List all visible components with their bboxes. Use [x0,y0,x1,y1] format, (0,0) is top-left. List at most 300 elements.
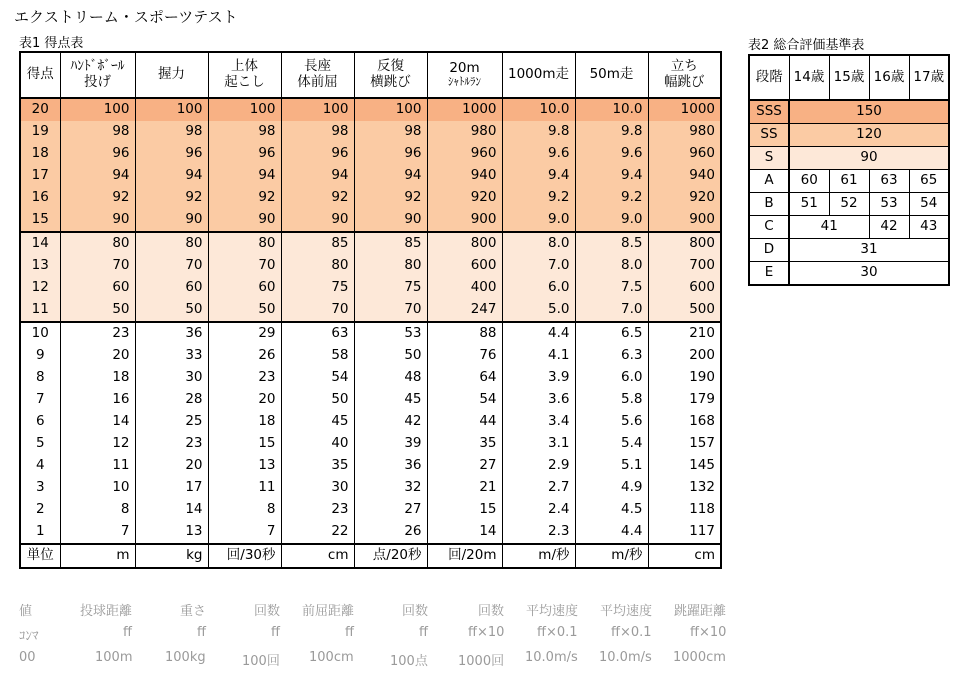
value-cell: 50 [354,345,427,367]
units-row [20,544,721,568]
table-row [20,433,721,455]
header-cell [60,52,135,98]
value-cell: 96 [281,143,354,165]
score-cell: 2 [35,501,45,518]
value-cell: 23 [281,499,354,521]
note-text: 平均速度 [526,604,579,619]
grade-label: A [749,170,789,193]
value-cell: 9.0 [575,209,648,232]
value-cell: 92 [354,187,427,209]
header-line1: 20m [449,59,480,76]
value-cell: 6.3 [575,345,648,367]
threshold-cell: 150 [789,100,949,124]
value-cell: 118 [648,499,721,521]
value-cell: 2.9 [502,455,575,477]
value-cell: 9.6 [575,143,648,165]
value-cell: 26 [208,345,281,367]
value-cell: 1000 [427,98,502,121]
value-cell: 7 [60,521,135,544]
header-line1: 50m走 [589,66,634,83]
value-cell: 75 [354,277,427,299]
table-row [20,345,721,367]
note-text: ff×10 [690,625,727,640]
score-cell: 20 [20,98,60,121]
score-cell: 8 [35,369,45,386]
value-cell: 600 [648,277,721,299]
note-text: 10.0m/s [599,650,652,665]
header-cell [208,52,281,98]
value-cell: 6.0 [575,367,648,389]
value-cell: 98 [208,121,281,143]
value-cell: 80 [354,255,427,277]
score-cell: 3 [35,479,45,496]
value-cell: 117 [648,521,721,544]
value-cell: 3.4 [502,411,575,433]
value-cell: 98 [135,121,208,143]
value-cell: 29 [208,322,281,345]
value-cell: 70 [281,299,354,322]
header-line1: 握力 [158,66,185,83]
grade-label: SSS [749,100,789,124]
value-cell: 100 [208,98,281,121]
value-cell: 9.2 [502,187,575,209]
value-cell: 157 [648,433,721,455]
table-row [20,389,721,411]
header-line1: 1000m走 [507,66,569,83]
value-cell: 27 [427,455,502,477]
table1-caption: 表1 得点表 [19,36,84,51]
value-cell: 92 [60,187,135,209]
value-cell: 23 [60,322,135,345]
value-cell: 90 [281,209,354,232]
value-cell: 96 [60,143,135,165]
value-cell: 9.8 [502,121,575,143]
value-cell: 9.8 [575,121,648,143]
score-cell: 18 [20,143,60,165]
value-cell: 7.0 [502,255,575,277]
note-text: 回数 [478,604,505,619]
value-cell: 9.4 [502,165,575,187]
table-row [20,299,721,322]
value-cell: 2.3 [502,521,575,544]
value-cell: 9.2 [575,187,648,209]
value-cell: 100 [60,98,135,121]
grade-label: SS [749,124,789,147]
value-cell: 96 [208,143,281,165]
value-cell: 5.4 [575,433,648,455]
header-line1: 反復 [377,58,404,75]
value-cell: 63 [281,322,354,345]
score-cell: 19 [20,121,60,143]
value-cell: 85 [281,232,354,255]
header-cell [20,52,60,98]
value-cell: 14 [60,411,135,433]
value-cell: 920 [427,187,502,209]
header-line2: 起こし [224,74,265,90]
threshold-cell: 51 [789,193,829,216]
value-cell: 11 [208,477,281,499]
value-cell: 50 [60,299,135,322]
value-cell: 94 [135,165,208,187]
value-cell: 85 [354,232,427,255]
header-line2: 体前屈 [297,74,338,90]
value-cell: 88 [427,322,502,345]
value-cell: 500 [648,299,721,322]
table-row [20,209,721,232]
header-line2: 投げ [84,74,111,90]
value-cell: 10 [60,477,135,499]
value-cell: 100 [354,98,427,121]
header-cell [575,52,648,98]
table-row [20,143,721,165]
note-text: 平均速度 [600,604,653,619]
value-cell: 50 [208,299,281,322]
note-text: ff×10 [468,625,505,640]
value-cell: 5.1 [575,455,648,477]
unit-cell: cm [281,544,354,568]
threshold-cell: 65 [909,170,949,193]
value-cell: 247 [427,299,502,322]
value-cell: 80 [60,232,135,255]
note-text: 値 [19,604,33,619]
value-cell: 60 [208,277,281,299]
value-cell: 5.8 [575,389,648,411]
score-cell: 17 [20,165,60,187]
score-cell: 6 [35,413,45,430]
value-cell: 190 [648,367,721,389]
threshold-cell: 41 [789,216,869,239]
table-row [20,499,721,521]
value-cell: 94 [354,165,427,187]
value-cell: 10.0 [575,98,648,121]
unit-cell: 点/20秒 [354,544,427,568]
value-cell: 53 [354,322,427,345]
table-row [20,232,721,255]
unit-cell: 回/30秒 [208,544,281,568]
note-text: 00 [19,650,36,665]
value-cell: 70 [60,255,135,277]
note-text: 回数 [254,604,281,619]
evaluation-table [748,54,950,286]
value-cell: 168 [648,411,721,433]
value-cell: 8 [60,499,135,521]
score-cell: 1 [35,523,45,540]
value-cell: 94 [281,165,354,187]
value-cell: 18 [60,367,135,389]
score-cell: 14 [20,232,60,255]
note-text: 前屈距離 [302,604,355,619]
value-cell: 980 [427,121,502,143]
value-cell: 13 [208,455,281,477]
value-cell: 76 [427,345,502,367]
value-cell: 9.4 [575,165,648,187]
value-cell: 35 [427,433,502,455]
value-cell: 92 [281,187,354,209]
value-cell: 96 [135,143,208,165]
value-cell: 35 [281,455,354,477]
value-cell: 4.1 [502,345,575,367]
value-cell: 600 [427,255,502,277]
note-text: 投球距離 [80,604,133,619]
header-cell [354,52,427,98]
header-cell: 14歳 [789,55,829,100]
note-text: ｺﾝﾏ [19,629,39,644]
value-cell: 15 [427,499,502,521]
value-cell: 4.4 [575,521,648,544]
header-cell: 17歳 [909,55,949,100]
value-cell: 920 [648,187,721,209]
score-cell: 15 [20,209,60,232]
header-cell [281,52,354,98]
value-cell: 33 [135,345,208,367]
value-cell: 28 [135,389,208,411]
table-row [20,255,721,277]
value-cell: 4.9 [575,477,648,499]
value-cell: 80 [281,255,354,277]
table-row [20,98,721,121]
score-cell: 11 [20,299,60,322]
page-title: エクストリーム・スポーツテスト [14,8,238,26]
value-cell: 60 [60,277,135,299]
unit-cell: kg [135,544,208,568]
value-cell: 36 [354,455,427,477]
value-cell: 80 [135,232,208,255]
value-cell: 90 [60,209,135,232]
value-cell: 12 [60,433,135,455]
header-line1: 上体 [231,58,258,75]
value-cell: 800 [427,232,502,255]
score-cell: 12 [20,277,60,299]
grade-label: C [749,216,789,239]
value-cell: 60 [135,277,208,299]
value-cell: 14 [427,521,502,544]
unit-cell: 回/20m [427,544,502,568]
value-cell: 23 [208,367,281,389]
value-cell: 30 [135,367,208,389]
unit-cell: m/秒 [502,544,575,568]
threshold-cell: 54 [909,193,949,216]
value-cell: 25 [135,411,208,433]
grade-label: D [749,239,789,262]
value-cell: 210 [648,322,721,345]
header-line1: ﾊﾝﾄﾞﾎﾞｰﾙ [70,58,125,75]
value-cell: 4.5 [575,499,648,521]
value-cell: 960 [648,143,721,165]
value-cell: 7.0 [575,299,648,322]
grade-label: E [749,262,789,286]
value-cell: 14 [135,499,208,521]
value-cell: 94 [208,165,281,187]
value-cell: 8.0 [502,232,575,255]
value-cell: 3.1 [502,433,575,455]
value-cell: 50 [135,299,208,322]
value-cell: 8.5 [575,232,648,255]
value-cell: 54 [281,367,354,389]
grade-label: B [749,193,789,216]
value-cell: 3.6 [502,389,575,411]
value-cell: 75 [281,277,354,299]
note-text: 回数 [402,604,429,619]
table-row [20,367,721,389]
score-cell: 10 [20,322,60,345]
header-cell [135,52,208,98]
value-cell: 4.4 [502,322,575,345]
value-cell: 44 [427,411,502,433]
note-text: ff [419,625,428,640]
value-cell: 26 [354,521,427,544]
value-cell: 960 [427,143,502,165]
value-cell: 96 [354,143,427,165]
value-cell: 22 [281,521,354,544]
table-row [20,121,721,143]
note-text: 100回 [242,654,280,669]
threshold-cell: 120 [789,124,949,147]
threshold-cell: 90 [789,147,949,170]
value-cell: 5.6 [575,411,648,433]
value-cell: 20 [60,345,135,367]
value-cell: 5.0 [502,299,575,322]
threshold-cell: 43 [909,216,949,239]
note-text: 1000回 [458,654,505,669]
value-cell: 980 [648,121,721,143]
value-cell: 2.4 [502,499,575,521]
threshold-cell: 63 [869,170,909,193]
value-cell: 900 [427,209,502,232]
threshold-cell: 30 [789,262,949,286]
unit-cell: m [60,544,135,568]
value-cell: 10.0 [502,98,575,121]
value-cell: 940 [427,165,502,187]
table2-caption: 表2 総合評価基準表 [748,38,865,53]
value-cell: 100 [281,98,354,121]
value-cell: 179 [648,389,721,411]
value-cell: 45 [354,389,427,411]
value-cell: 700 [648,255,721,277]
score-cell: 13 [20,255,60,277]
value-cell: 8.0 [575,255,648,277]
header-line2: 幅跳び [664,74,705,90]
score-cell: 9 [35,347,45,364]
value-cell: 13 [135,521,208,544]
value-cell: 92 [135,187,208,209]
value-cell: 90 [135,209,208,232]
header-line1: 長座 [304,58,331,75]
value-cell: 6.5 [575,322,648,345]
value-cell: 90 [208,209,281,232]
value-cell: 20 [208,389,281,411]
value-cell: 98 [354,121,427,143]
value-cell: 17 [135,477,208,499]
value-cell: 2.7 [502,477,575,499]
note-text: ff×0.1 [611,625,652,640]
value-cell: 50 [281,389,354,411]
value-cell: 64 [427,367,502,389]
value-cell: 70 [208,255,281,277]
table-row [20,322,721,345]
score-table [19,51,722,569]
value-cell: 400 [427,277,502,299]
header-line2: 横跳び [370,74,411,90]
value-cell: 40 [281,433,354,455]
value-cell: 1000 [648,98,721,121]
value-cell: 45 [281,411,354,433]
value-cell: 800 [648,232,721,255]
score-cell: 16 [20,187,60,209]
value-cell: 9.6 [502,143,575,165]
value-cell: 900 [648,209,721,232]
grade-label: S [749,147,789,170]
threshold-cell: 52 [829,193,869,216]
score-cell: 7 [35,391,45,408]
note-text: 跳躍距離 [674,604,727,619]
threshold-cell: 31 [789,239,949,262]
note-text: 100点 [390,654,428,669]
value-cell: 39 [354,433,427,455]
header-cell: 段階 [749,55,789,100]
note-text: ff×0.1 [537,625,578,640]
value-cell: 70 [354,299,427,322]
value-cell: 940 [648,165,721,187]
value-cell: 58 [281,345,354,367]
value-cell: 18 [208,411,281,433]
value-cell: 11 [60,455,135,477]
value-cell: 16 [60,389,135,411]
value-cell: 80 [208,232,281,255]
value-cell: 70 [135,255,208,277]
value-cell: 15 [208,433,281,455]
note-text: ff [123,625,132,640]
note-text: ff [197,625,206,640]
note-text: 100kg [165,650,206,665]
note-text: 100cm [309,650,354,665]
note-text: 10.0m/s [525,650,578,665]
note-text: 重さ [180,604,207,619]
header-cell [648,52,721,98]
note-text: 1000cm [673,650,726,665]
value-cell: 48 [354,367,427,389]
threshold-cell: 53 [869,193,909,216]
value-cell: 7.5 [575,277,648,299]
table-row [20,477,721,499]
header-cell: 16歳 [869,55,909,100]
value-cell: 23 [135,433,208,455]
unit-cell: m/秒 [575,544,648,568]
note-text: ff [345,625,354,640]
value-cell: 98 [60,121,135,143]
table-row [20,455,721,477]
header-line1: 得点 [26,66,54,83]
value-cell: 20 [135,455,208,477]
value-cell: 32 [354,477,427,499]
value-cell: 90 [354,209,427,232]
value-cell: 30 [281,477,354,499]
value-cell: 145 [648,455,721,477]
value-cell: 3.9 [502,367,575,389]
value-cell: 7 [208,521,281,544]
table-row [20,277,721,299]
score-cell: 4 [35,457,45,474]
value-cell: 54 [427,389,502,411]
value-cell: 6.0 [502,277,575,299]
value-cell: 200 [648,345,721,367]
table-row [20,521,721,544]
value-cell: 92 [208,187,281,209]
header-cell: 15歳 [829,55,869,100]
note-text: 100m [95,650,133,665]
value-cell: 42 [354,411,427,433]
unit-cell: 単位 [20,544,60,568]
header-line2: ｼｬﾄﾙﾗﾝ [448,75,481,89]
